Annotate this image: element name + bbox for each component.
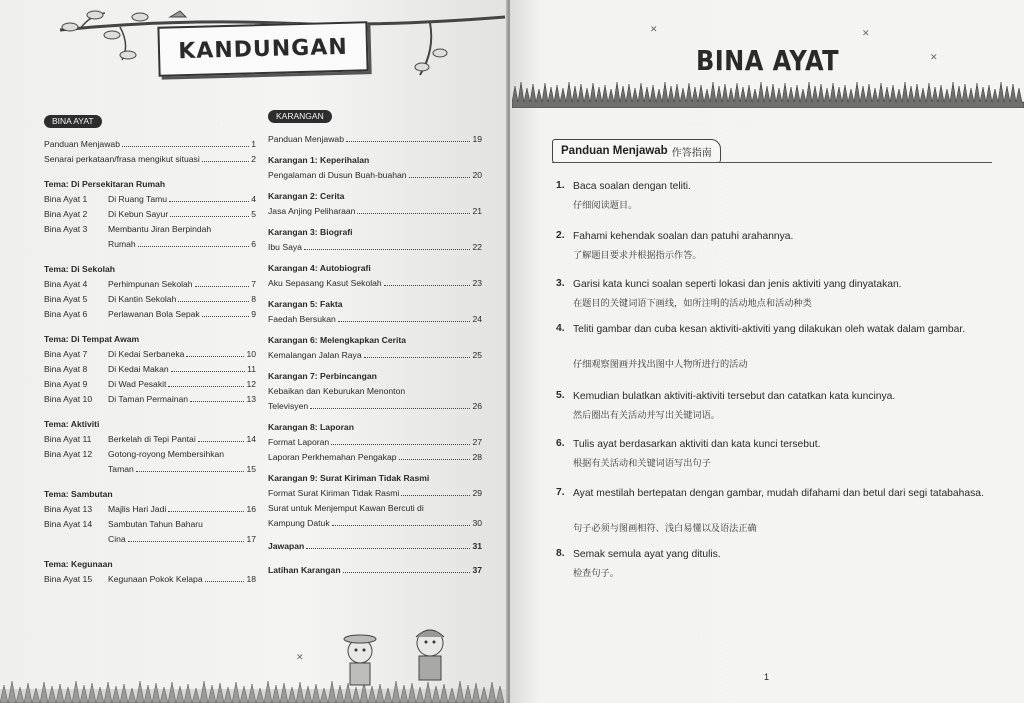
toc-entry[interactable]: Bina Ayat 3 Membantu Jiran Berpindah <box>44 223 212 234</box>
toc-entry-continued[interactable]: Taman 15 <box>108 463 256 474</box>
karangan-heading: Karangan 5: Fakta <box>268 298 343 309</box>
toc-entry[interactable]: Format Surat Kiriman Tidak Rasmi 29 <box>268 487 482 498</box>
toc-entry[interactable]: Bina Ayat 13 Majlis Hari Jadi 16 <box>44 503 256 514</box>
toc-entry[interactable]: Ibu Saya 22 <box>268 241 482 252</box>
bird-icon: ✕ <box>650 24 658 34</box>
grass-header-illustration <box>512 72 1024 108</box>
karangan-heading: Karangan 1: Keperihalan <box>268 154 370 165</box>
toc-entry-latihan[interactable]: Latihan Karangan 37 <box>268 564 482 575</box>
section-title: BINA AYAT <box>696 44 840 77</box>
toc-entry[interactable]: Panduan Menjawab 1 <box>44 138 256 149</box>
toc-entry[interactable]: Kebaikan dan Keburukan Menonton <box>268 385 406 396</box>
toc-entry[interactable]: Bina Ayat 15 Kegunaan Pokok Kelapa 18 <box>44 573 256 584</box>
tag-label-ms: Panduan Menjawab <box>561 145 668 157</box>
toc-entry-jawapan[interactable]: Jawapan 31 <box>268 540 482 551</box>
book-spread: KANDUNGAN BINA AYAT Panduan Menjawab 1 Senarai perkataan/frasa mengikut situasi 2 Tema: Di Persekitaran Rumah Bina Ayat 1 Di Ruang Tamu 4 Bina Ayat 2 Di Kebun Sayur 5 Bina Ayat 3 Membantu Jiran Berpindah Rumah 6 Tema: Di Sekolah Bina Ayat 4 Perhimpunan Sekolah 7 Bina Ayat 5 Di Kantin Sekolah 8 Bina Ayat 6 Perlawanan Bola Sepak 9 Tema: Di Tempat Awam Bina Ayat 7 Di Kedai Serbaneka 10 Bina Ayat 8 Di Kedai Makan 11 Bina Ayat 9 Di Wad Pesakit 12 Bina Ayat 10 Di Taman Permainan 13 Tema: Aktiviti Bina Ayat 11 Berkelah di Tepi Pantai 14 Bina Ayat 12 Gotong-royong Membersihkan Taman 15 Tema: Sambutan Bina Ayat 13 Majlis Hari Jadi 16 Bina Ayat 14 Sambutan Tahun Baharu Cina 17 Tema: Kegunaan Bina Ayat 15 Kegunaan Pokok Kelapa 18 KARANGAN Panduan Menjawab 19 Karangan 1: Keperihalan Pengalaman di Dusun Buah-buahan 20 Karangan 2: Cerita Jasa Anjing Peliharaan 21 Karangan 3: Biografi Ibu Saya 22 Karangan 4: Autobiografi Aku Sepasang Kasut Sekolah 23 Karangan 5: Fakta Faedah Bersukan 24 Karangan 6: Melengkapkan Cerita Kemalangan Jalan Raya 25 Karangan 7: Perbincangan Kebaikan dan Keburukan Menonton Televisyen 26 Karangan 8: Laporan Format Laporan 27 Laporan Perkhemahan Pengakap 28 Karangan 9: Surat Kiriman Tidak Rasmi Format Surat Kiriman Tidak Rasmi 29 Surat untuk Menjemput Kawan Bercuti di Kampung Datuk 30 Jawapan 31 Latihan Karangan 37 ✕ ✕ ✕ ✕ BINA AYAT Panduan Menjawab 作答指南 1. Baca soalan dengan teliti. 仔细阅读题目。 2. Fahami kehendak soalan dan patuhi arahannya. 了解题目要求并根据指示作答。 3. Garisi kata kunci soalan seperti lokasi dan jenis aktiviti yang dinyatakan. 在题目的关键词语下画线，如所注明的活动地点和活动种类 4. Teliti gambar dan cuba kesan aktiviti-aktiviti yang dilakukan oleh watak dalam gambar. 仔细观察图画并找出图中人物所进行的活动 5. Kemudian bulatkan aktiviti-aktiviti tersebut dan catatkan kata kuncinya. 然后圈出有关活动并写出关键词语。 6. Tulis ayat berdasarkan aktiviti dan kata kunci tersebut. 根据有关活动和关键词语写出句子 7. Ayat mestilah bertepatan dengan gambar, mudah difahami dan betul dari segi tatabahasa. 句子必须与图画相符、浅白易懂以及语法正确 8. Semak semula ayat yang ditulis. 检查句子。 1 <box>0 0 1024 703</box>
theme-heading: Tema: Aktiviti <box>44 418 100 429</box>
toc-entry-continued[interactable]: Rumah 6 <box>108 238 256 249</box>
toc-entry[interactable]: Bina Ayat 2 Di Kebun Sayur 5 <box>44 208 256 219</box>
tag-underline <box>552 162 992 163</box>
karangan-heading: Karangan 7: Perbincangan <box>268 370 377 381</box>
toc-entry-continued[interactable]: Televisyen 26 <box>268 400 482 411</box>
bird-icon: ✕ <box>862 28 870 38</box>
karangan-header: KARANGAN <box>268 110 332 123</box>
children-illustration <box>330 621 470 701</box>
toc-entry[interactable]: Panduan Menjawab 19 <box>268 133 482 144</box>
toc-entry[interactable]: Senarai perkataan/frasa mengikut situasi 2 <box>44 153 256 164</box>
karangan-heading: Karangan 3: Biografi <box>268 226 353 237</box>
toc-entry-continued[interactable]: Cina 17 <box>108 533 256 544</box>
karangan-heading: Karangan 2: Cerita <box>268 190 345 201</box>
toc-entry[interactable]: Bina Ayat 10 Di Taman Permainan 13 <box>44 393 256 404</box>
page-number: 1 <box>764 672 770 682</box>
toc-entry[interactable]: Kemalangan Jalan Raya 25 <box>268 349 482 360</box>
toc-entry-continued[interactable]: Kampung Datuk 30 <box>268 517 482 528</box>
karangan-heading: Karangan 8: Laporan <box>268 421 354 432</box>
toc-entry[interactable]: Faedah Bersukan 24 <box>268 313 482 324</box>
toc-entry[interactable]: Bina Ayat 9 Di Wad Pesakit 12 <box>44 378 256 389</box>
toc-entry[interactable]: Laporan Perkhemahan Pengakap 28 <box>268 451 482 462</box>
theme-heading: Tema: Di Sekolah <box>44 263 115 274</box>
karangan-heading: Karangan 4: Autobiografi <box>268 262 371 273</box>
karangan-column <box>268 110 482 575</box>
toc-entry[interactable]: Bina Ayat 12 Gotong-royong Membersihkan <box>44 448 225 459</box>
toc-entry[interactable]: Bina Ayat 1 Di Ruang Tamu 4 <box>44 193 256 204</box>
panduan-menjawab-tag <box>552 139 721 163</box>
toc-entry[interactable]: Bina Ayat 14 Sambutan Tahun Baharu <box>44 518 203 529</box>
toc-entry[interactable]: Format Laporan 27 <box>268 436 482 447</box>
toc-entry[interactable]: Aku Sepasang Kasut Sekolah 23 <box>268 277 482 288</box>
bina-ayat-header: BINA AYAT <box>44 115 102 128</box>
toc-entry[interactable]: Bina Ayat 7 Di Kedai Serbaneka 10 <box>44 348 256 359</box>
toc-entry[interactable]: Bina Ayat 5 Di Kantin Sekolah 8 <box>44 293 256 304</box>
toc-entry[interactable]: Bina Ayat 6 Perlawanan Bola Sepak 9 <box>44 308 256 319</box>
contents-title: KANDUNGAN <box>177 34 349 64</box>
theme-heading: Tema: Kegunaan <box>44 558 113 569</box>
toc-entry[interactable]: Jasa Anjing Peliharaan 21 <box>268 205 482 216</box>
theme-heading: Tema: Di Persekitaran Rumah <box>44 178 166 189</box>
bina-ayat-column <box>44 115 256 584</box>
contents-page <box>0 0 508 703</box>
theme-heading: Tema: Di Tempat Awam <box>44 333 140 344</box>
toc-entry[interactable]: Bina Ayat 8 Di Kedai Makan 11 <box>44 363 256 374</box>
toc-entry[interactable]: Surat untuk Menjemput Kawan Bercuti di <box>268 502 424 513</box>
contents-title-box <box>157 21 368 76</box>
theme-heading: Tema: Sambutan <box>44 488 113 499</box>
toc-entry[interactable]: Bina Ayat 11 Berkelah di Tepi Pantai 14 <box>44 433 256 444</box>
toc-entry[interactable]: Bina Ayat 4 Perhimpunan Sekolah 7 <box>44 278 256 289</box>
toc-entry[interactable]: Pengalaman di Dusun Buah-buahan 20 <box>268 169 482 180</box>
karangan-heading: Karangan 9: Surat Kiriman Tidak Rasmi <box>268 472 430 483</box>
karangan-heading: Karangan 6: Melengkapkan Cerita <box>268 334 407 345</box>
bird-icon: ✕ <box>296 652 304 662</box>
tag-label-zh: 作答指南 <box>671 147 712 159</box>
bird-icon: ✕ <box>930 52 938 62</box>
